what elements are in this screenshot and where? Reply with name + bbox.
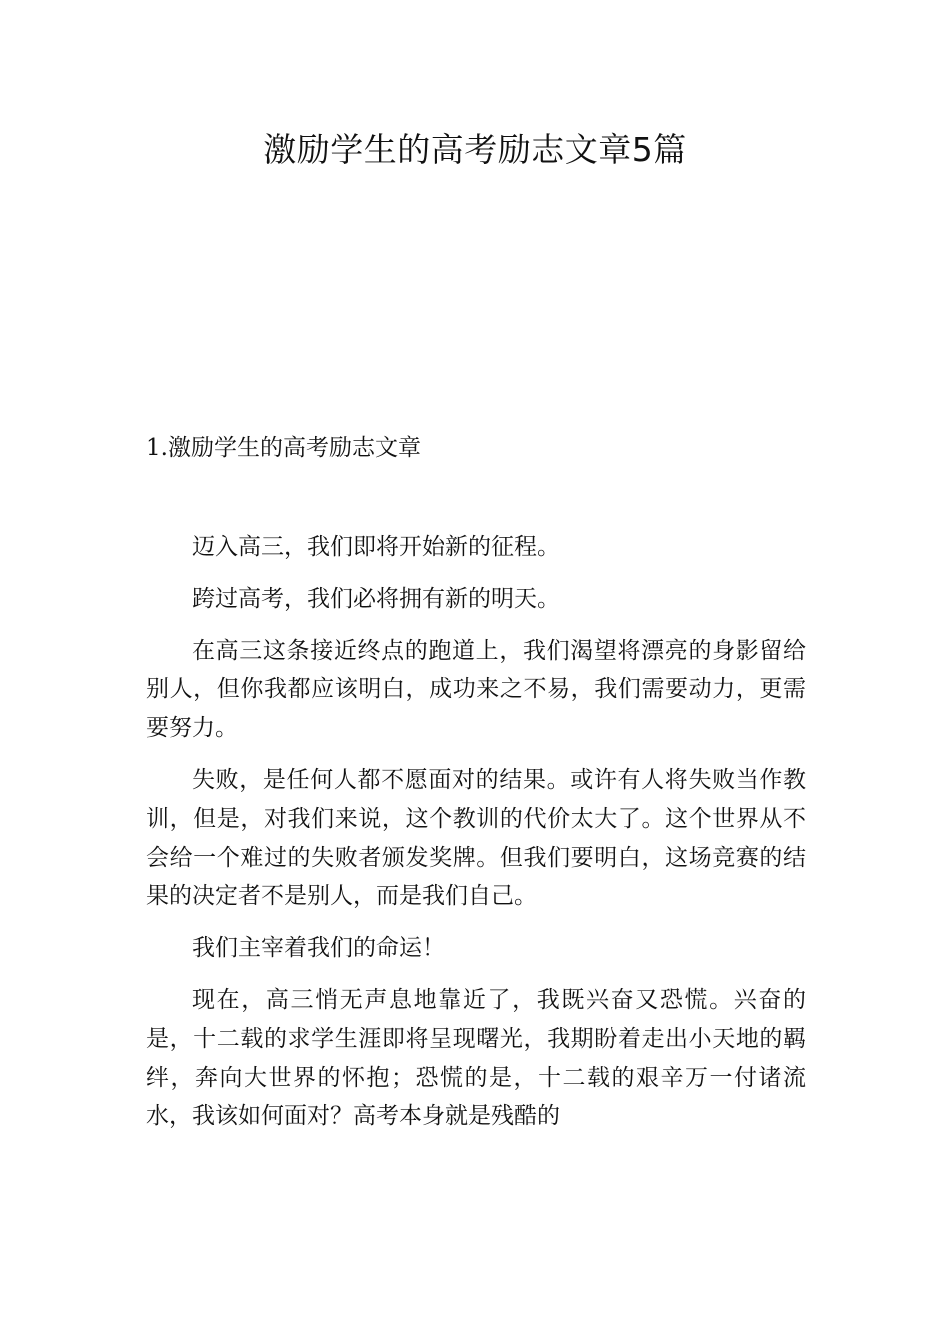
article-body: [146, 528, 806, 1149]
section-heading: 1.激励学生的高考励志文章: [146, 435, 421, 461]
document-title: 激励学生的高考励志文章5篇: [263, 130, 687, 169]
paragraph: 现在，高三悄无声息地靠近了，我既兴奋又恐慌。兴奋的是，十二载的求学生涯即将呈现曙光，我期盼着走出小天地的羁绊，奔向大世界的怀抱；恐慌的是，十二载的艰辛万一付诸流水，我该如何面对？高考本身就是残酷的: [146, 986, 806, 1130]
paragraph: 跨过高考，我们必将拥有新的明天。: [192, 585, 560, 612]
paragraph: 在高三这条接近终点的跑道上，我们渴望将漂亮的身影留给别人，但你我都应该明白，成功来之不易，我们需要动力，更需要努力。: [146, 637, 806, 742]
paragraph: 我们主宰着我们的命运！: [192, 935, 445, 962]
paragraph: 失败，是任何人都不愿面对的结果。或许有人将失败当作教训，但是，对我们来说，这个教训的代价太大了。这个世界从不会给一个难过的失败者颁发奖牌。但我们要明白，这场竞赛的结果的决定者不是别人，而是我们自己。: [146, 766, 806, 910]
paragraph: 迈入高三，我们即将开始新的征程。: [192, 534, 560, 560]
